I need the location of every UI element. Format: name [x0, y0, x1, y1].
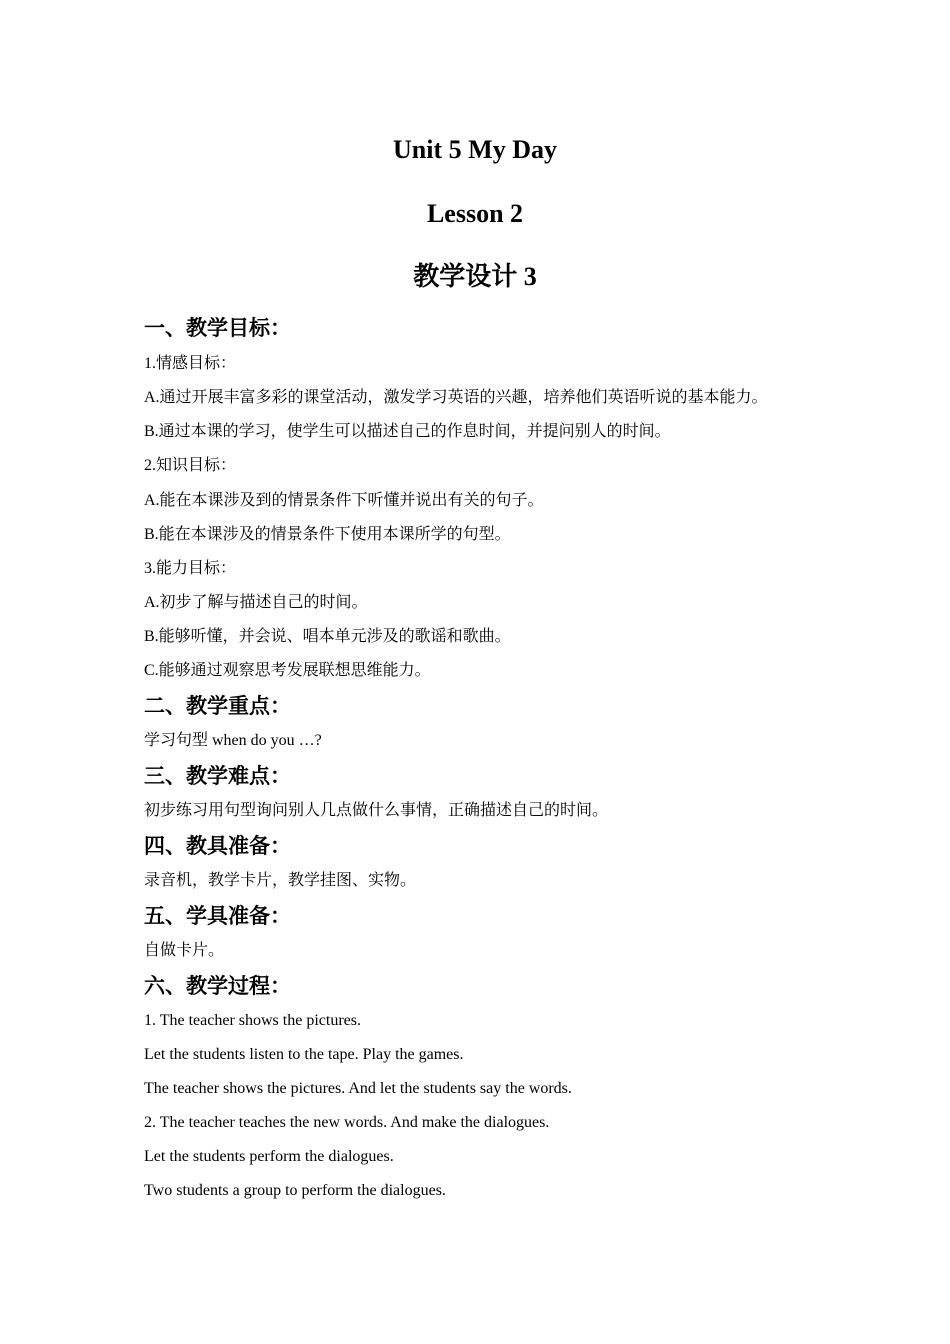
objective-line: 2.知识目标： — [144, 457, 237, 474]
objective-line: A.初步了解与描述自己的时间。 — [144, 594, 368, 611]
section-heading-procedure: 六、教学过程： — [144, 974, 291, 998]
procedure-line: Let the students perform the dialogues. — [144, 1148, 394, 1165]
design-title: 教学设计 3 — [413, 262, 537, 291]
unit-title: Unit 5 My Day — [393, 135, 557, 164]
lesson-title: Lesson 2 — [426, 199, 524, 228]
teaching-aids-line: 录音机，教学卡片，教学挂图、实物。 — [144, 872, 417, 889]
objective-line: B.通过本课的学习，使学生可以描述自己的作息时间，并提问别人的时间。 — [144, 423, 671, 440]
difficulty-line: 初步练习用句型询问别人几点做什么事情，正确描述自己的时间。 — [144, 802, 609, 819]
procedure-line: Two students a group to perform the dialogues. — [144, 1182, 446, 1199]
procedure-line: 1. The teacher shows the pictures. — [144, 1012, 361, 1029]
objective-line: B.能够听懂，并会说、唱本单元涉及的歌谣和歌曲。 — [144, 628, 511, 645]
section-heading-difficulties: 三、教学难点： — [144, 764, 291, 788]
objective-line: C.能够通过观察思考发展联想思维能力。 — [144, 662, 431, 679]
key-point-line: 学习句型 when do you …? — [144, 732, 322, 749]
procedure-line: 2. The teacher teaches the new words. And make the dialogues. — [144, 1114, 550, 1131]
procedure-line: Let the students listen to the tape. Play the games. — [144, 1046, 464, 1063]
objective-line: A.能在本课涉及到的情景条件下听懂并说出有关的句子。 — [144, 492, 544, 509]
section-heading-teaching-aids: 四、教具准备： — [144, 834, 291, 858]
objective-line: 1.情感目标： — [144, 355, 237, 372]
learning-aids-line: 自做卡片。 — [144, 942, 225, 959]
objective-line: A.通过开展丰富多彩的课堂活动，激发学习英语的兴趣，培养他们英语听说的基本能力。 — [144, 389, 768, 406]
objective-line: B.能在本课涉及的情景条件下使用本课所学的句型。 — [144, 526, 511, 543]
section-heading-objectives: 一、教学目标： — [144, 316, 291, 340]
section-heading-learning-aids: 五、学具准备： — [144, 904, 291, 928]
section-heading-key-points: 二、教学重点： — [144, 694, 291, 718]
objective-line: 3.能力目标： — [144, 560, 237, 577]
procedure-line: The teacher shows the pictures. And let the students say the words. — [144, 1080, 572, 1097]
